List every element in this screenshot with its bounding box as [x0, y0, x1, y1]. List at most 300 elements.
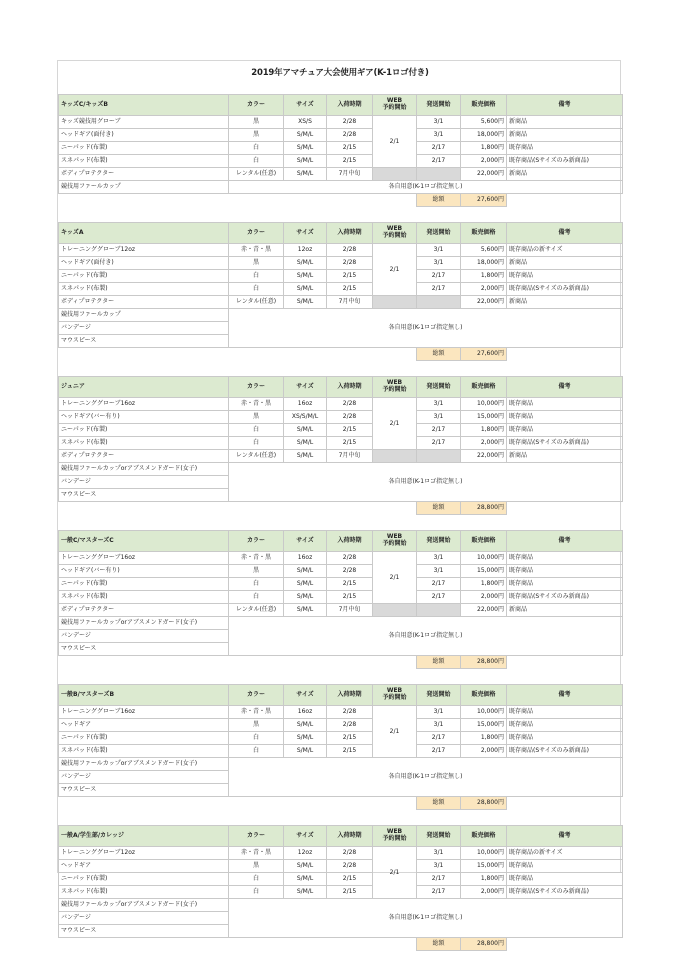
ship-cell — [417, 168, 461, 181]
item-name-cell: キッズ競技用グローブ — [59, 116, 229, 129]
ship-cell: 2/17 — [417, 886, 461, 899]
item-name-cell: トレーニンググローブ16oz — [59, 552, 229, 565]
ship-cell: 2/17 — [417, 142, 461, 155]
column-header-size: サイズ — [284, 685, 327, 706]
size-cell: S/M/L — [284, 283, 327, 296]
column-header-price: 販売価格 — [461, 223, 507, 244]
item-name-cell: マウスピース — [59, 643, 229, 656]
column-header-ship: 発送開始 — [417, 223, 461, 244]
note-cell: 既存商品 — [507, 424, 623, 437]
item-name-cell: 競技用ファールカップorアブスメンドガード(女子) — [59, 899, 229, 912]
total-spacer — [507, 348, 623, 361]
arrival-cell: 2/28 — [327, 244, 373, 257]
item-name-cell: ニーパッド(布製) — [59, 873, 229, 886]
price-cell: 2,000円 — [461, 591, 507, 604]
color-cell: 白 — [229, 873, 284, 886]
item-name-cell: トレーニンググローブ16oz — [59, 398, 229, 411]
arrival-cell: 2/28 — [327, 116, 373, 129]
note-cell: 既存商品 — [507, 411, 623, 424]
item-name-cell: マウスピース — [59, 925, 229, 938]
column-header-web-start: WEB 予約開始 — [373, 826, 417, 847]
web-start-cell: 2/1 — [373, 398, 417, 450]
column-header-color: カラー — [229, 95, 284, 116]
color-cell: レンタル(任意) — [229, 604, 284, 617]
extras-row — [59, 617, 623, 630]
table-row — [59, 129, 623, 142]
table-header-row — [59, 377, 623, 398]
size-cell: XS/S/M/L — [284, 411, 327, 424]
total-spacer — [59, 194, 417, 207]
note-cell: 新商品 — [507, 450, 623, 463]
web-start-cell — [373, 450, 417, 463]
total-label: 総額 — [417, 502, 461, 515]
color-cell: 白 — [229, 283, 284, 296]
note-cell: 新商品 — [507, 296, 623, 309]
color-cell: 白 — [229, 745, 284, 758]
item-name-cell: スネパッド(布製) — [59, 886, 229, 899]
size-cell: S/M/L — [284, 565, 327, 578]
total-value: 28,800円 — [461, 797, 507, 810]
column-header-web-start: WEB 予約開始 — [373, 223, 417, 244]
size-cell: 12oz — [284, 847, 327, 860]
arrival-cell: 2/15 — [327, 873, 373, 886]
item-name-cell: ヘッドギア(バー有り) — [59, 411, 229, 424]
table-row — [59, 116, 623, 129]
column-header-ship: 発送開始 — [417, 826, 461, 847]
size-cell: S/M/L — [284, 142, 327, 155]
table-row — [59, 886, 623, 899]
gear-sections — [58, 94, 622, 951]
item-name-cell: トレーニンググローブ12oz — [59, 244, 229, 257]
arrival-cell: 2/15 — [327, 437, 373, 450]
column-header-note: 備考 — [507, 95, 623, 116]
ship-cell: 3/1 — [417, 847, 461, 860]
size-cell: S/M/L — [284, 578, 327, 591]
price-cell: 1,800円 — [461, 424, 507, 437]
color-cell: 黒 — [229, 565, 284, 578]
column-header-size: サイズ — [284, 377, 327, 398]
item-name-cell: ヘッドギア(バー有り) — [59, 565, 229, 578]
table-row — [59, 860, 623, 873]
extras-row — [59, 463, 623, 476]
color-cell: 白 — [229, 591, 284, 604]
table-header-row — [59, 223, 623, 244]
table-header-row — [59, 95, 623, 116]
note-cell: 既存商品(Sサイズのみ新商品) — [507, 155, 623, 168]
item-name-cell: マウスピース — [59, 784, 229, 797]
extras-row — [59, 309, 623, 322]
ship-cell: 2/17 — [417, 873, 461, 886]
item-name-cell: バンデージ — [59, 912, 229, 925]
gear-table — [58, 376, 623, 515]
table-row — [59, 873, 623, 886]
size-cell: S/M/L — [284, 168, 327, 181]
table-row — [59, 155, 623, 168]
extras-note: 各自用意(K-1ロゴ指定無し) — [229, 463, 623, 502]
column-header-color: カラー — [229, 377, 284, 398]
ship-cell: 3/1 — [417, 244, 461, 257]
arrival-cell: 2/28 — [327, 860, 373, 873]
item-name-cell: ニーパッド(布製) — [59, 142, 229, 155]
note-cell: 既存商品の新サイズ — [507, 847, 623, 860]
column-header-arrival: 入荷時期 — [327, 685, 373, 706]
total-spacer — [507, 656, 623, 669]
table-row — [59, 719, 623, 732]
extras-note: 各自用意(K-1ロゴ指定無し) — [229, 309, 623, 348]
size-cell: S/M/L — [284, 155, 327, 168]
extras-note: 各自用意(K-1ロゴ指定無し) — [229, 899, 623, 938]
note-cell: 既存商品 — [507, 860, 623, 873]
ship-cell: 2/17 — [417, 424, 461, 437]
note-cell: 新商品 — [507, 604, 623, 617]
item-name-cell: 競技用ファールカップ — [59, 181, 229, 194]
color-cell: 白 — [229, 155, 284, 168]
column-header-color: カラー — [229, 826, 284, 847]
note-cell: 既存商品 — [507, 398, 623, 411]
size-cell: XS/S — [284, 116, 327, 129]
section-name: 一般A/学生部/カレッジ — [59, 826, 229, 847]
size-cell: 12oz — [284, 244, 327, 257]
section-name: 一般C/マスターズC — [59, 531, 229, 552]
color-cell: 赤・青・黒 — [229, 398, 284, 411]
column-header-note: 備考 — [507, 223, 623, 244]
ship-cell: 3/1 — [417, 719, 461, 732]
table-row — [59, 142, 623, 155]
ship-cell: 2/17 — [417, 437, 461, 450]
column-header-note: 備考 — [507, 826, 623, 847]
total-label: 総額 — [417, 797, 461, 810]
extras-row — [59, 181, 623, 194]
price-cell: 15,000円 — [461, 719, 507, 732]
column-header-price: 販売価格 — [461, 826, 507, 847]
price-cell: 10,000円 — [461, 398, 507, 411]
spreadsheet-page — [57, 60, 621, 947]
ship-cell — [417, 296, 461, 309]
size-cell: S/M/L — [284, 437, 327, 450]
total-row — [59, 194, 623, 207]
gear-table — [58, 94, 623, 207]
total-spacer — [507, 938, 623, 951]
total-label: 総額 — [417, 348, 461, 361]
price-cell: 5,600円 — [461, 116, 507, 129]
item-name-cell: 競技用ファールカップorアブスメンドガード(女子) — [59, 617, 229, 630]
page-title: 2019年アマチュア大会使用ギア(K-1ロゴ付き) — [251, 68, 429, 78]
column-header-price: 販売価格 — [461, 531, 507, 552]
section-gap — [58, 669, 622, 684]
item-name-cell: マウスピース — [59, 335, 229, 348]
ship-cell: 3/1 — [417, 398, 461, 411]
table-row — [59, 706, 623, 719]
column-header-arrival: 入荷時期 — [327, 377, 373, 398]
price-cell: 2,000円 — [461, 155, 507, 168]
size-cell: S/M/L — [284, 732, 327, 745]
item-name-cell: ヘッドギア — [59, 860, 229, 873]
total-value: 28,800円 — [461, 656, 507, 669]
price-cell: 10,000円 — [461, 552, 507, 565]
ship-cell: 2/17 — [417, 155, 461, 168]
arrival-cell: 2/28 — [327, 257, 373, 270]
table-row — [59, 424, 623, 437]
arrival-cell: 2/28 — [327, 398, 373, 411]
size-cell: S/M/L — [284, 129, 327, 142]
item-name-cell: ボディプロテクター — [59, 296, 229, 309]
extras-note: 各自用意(K-1ロゴ指定無し) — [229, 617, 623, 656]
color-cell: レンタル(任意) — [229, 450, 284, 463]
price-cell: 15,000円 — [461, 411, 507, 424]
price-cell: 18,000円 — [461, 129, 507, 142]
size-cell: S/M/L — [284, 719, 327, 732]
arrival-cell: 2/15 — [327, 591, 373, 604]
color-cell: 黒 — [229, 860, 284, 873]
table-row — [59, 437, 623, 450]
web-start-cell: 2/1 — [373, 552, 417, 604]
color-cell: 黒 — [229, 411, 284, 424]
item-name-cell: バンデージ — [59, 630, 229, 643]
section-name: 一般B/マスターズB — [59, 685, 229, 706]
column-header-web-start: WEB 予約開始 — [373, 685, 417, 706]
table-row — [59, 283, 623, 296]
protector-row — [59, 168, 623, 181]
note-cell: 既存商品(Sサイズのみ新商品) — [507, 437, 623, 450]
ship-cell: 3/1 — [417, 116, 461, 129]
note-cell: 新商品 — [507, 116, 623, 129]
arrival-cell: 7月中旬 — [327, 450, 373, 463]
total-row — [59, 348, 623, 361]
item-name-cell: トレーニンググローブ12oz — [59, 847, 229, 860]
arrival-cell: 7月中旬 — [327, 604, 373, 617]
color-cell: 黒 — [229, 129, 284, 142]
size-cell: S/M/L — [284, 296, 327, 309]
price-cell: 1,800円 — [461, 732, 507, 745]
item-name-cell: ニーパッド(布製) — [59, 424, 229, 437]
note-cell: 既存商品(Sサイズのみ新商品) — [507, 886, 623, 899]
table-row — [59, 398, 623, 411]
ship-cell: 3/1 — [417, 257, 461, 270]
arrival-cell: 2/28 — [327, 706, 373, 719]
color-cell: 黒 — [229, 257, 284, 270]
column-header-note: 備考 — [507, 531, 623, 552]
table-header-row — [59, 826, 623, 847]
total-spacer — [507, 797, 623, 810]
arrival-cell: 2/28 — [327, 411, 373, 424]
total-spacer — [507, 194, 623, 207]
color-cell: レンタル(任意) — [229, 296, 284, 309]
ship-cell: 2/17 — [417, 270, 461, 283]
item-name-cell: 競技用ファールカップ — [59, 309, 229, 322]
web-start-cell: 2/1 — [373, 847, 417, 899]
item-name-cell: スネパッド(布製) — [59, 591, 229, 604]
color-cell: 白 — [229, 142, 284, 155]
column-header-price: 販売価格 — [461, 377, 507, 398]
total-row — [59, 502, 623, 515]
size-cell: S/M/L — [284, 450, 327, 463]
color-cell: 白 — [229, 578, 284, 591]
web-start-cell: 2/1 — [373, 116, 417, 168]
web-start-cell — [373, 296, 417, 309]
ship-cell: 3/1 — [417, 565, 461, 578]
table-row — [59, 591, 623, 604]
color-cell: 白 — [229, 424, 284, 437]
column-header-color: カラー — [229, 223, 284, 244]
gear-table — [58, 530, 623, 669]
arrival-cell: 2/15 — [327, 424, 373, 437]
column-header-color: カラー — [229, 685, 284, 706]
column-header-size: サイズ — [284, 223, 327, 244]
total-value: 28,800円 — [461, 938, 507, 951]
size-cell: S/M/L — [284, 873, 327, 886]
price-cell: 1,800円 — [461, 873, 507, 886]
section-name: キッズC/キッズB — [59, 95, 229, 116]
extras-note: 各自用意(K-1ロゴ指定無し) — [229, 181, 623, 194]
web-start-cell: 2/1 — [373, 244, 417, 296]
color-cell: レンタル(任意) — [229, 168, 284, 181]
column-header-price: 販売価格 — [461, 95, 507, 116]
note-cell: 既存商品 — [507, 270, 623, 283]
total-label: 総額 — [417, 938, 461, 951]
price-cell: 10,000円 — [461, 847, 507, 860]
column-header-note: 備考 — [507, 377, 623, 398]
total-spacer — [59, 938, 417, 951]
item-name-cell: ヘッドギア(面付き) — [59, 257, 229, 270]
item-name-cell: ニーパッド(布製) — [59, 270, 229, 283]
arrival-cell: 2/28 — [327, 129, 373, 142]
arrival-cell: 2/28 — [327, 552, 373, 565]
arrival-cell: 2/15 — [327, 155, 373, 168]
ship-cell: 2/17 — [417, 283, 461, 296]
total-spacer — [507, 502, 623, 515]
total-row — [59, 797, 623, 810]
ship-cell: 3/1 — [417, 860, 461, 873]
size-cell: S/M/L — [284, 886, 327, 899]
total-row — [59, 656, 623, 669]
protector-row — [59, 604, 623, 617]
item-name-cell: バンデージ — [59, 476, 229, 489]
section-gap — [58, 515, 622, 530]
item-name-cell: マウスピース — [59, 489, 229, 502]
price-cell: 2,000円 — [461, 283, 507, 296]
ship-cell: 3/1 — [417, 129, 461, 142]
note-cell: 新商品 — [507, 168, 623, 181]
size-cell: 16oz — [284, 552, 327, 565]
size-cell: S/M/L — [284, 591, 327, 604]
table-row — [59, 244, 623, 257]
arrival-cell: 2/28 — [327, 719, 373, 732]
total-spacer — [59, 656, 417, 669]
item-name-cell: ボディプロテクター — [59, 604, 229, 617]
arrival-cell: 2/15 — [327, 745, 373, 758]
total-spacer — [59, 502, 417, 515]
arrival-cell: 2/15 — [327, 886, 373, 899]
web-start-cell: 2/1 — [373, 706, 417, 758]
color-cell: 白 — [229, 886, 284, 899]
table-row — [59, 847, 623, 860]
column-header-arrival: 入荷時期 — [327, 95, 373, 116]
total-value: 28,800円 — [461, 502, 507, 515]
item-name-cell: トレーニンググローブ16oz — [59, 706, 229, 719]
arrival-cell: 2/15 — [327, 142, 373, 155]
table-header-row — [59, 685, 623, 706]
size-cell: S/M/L — [284, 257, 327, 270]
item-name-cell: 競技用ファールカップorアブスメンドガード(女子) — [59, 758, 229, 771]
note-cell: 既存商品(Sサイズのみ新商品) — [507, 745, 623, 758]
price-cell: 22,000円 — [461, 604, 507, 617]
note-cell: 既存商品 — [507, 565, 623, 578]
color-cell: 赤・青・黒 — [229, 244, 284, 257]
price-cell: 2,000円 — [461, 886, 507, 899]
total-label: 総額 — [417, 194, 461, 207]
ship-cell — [417, 604, 461, 617]
size-cell: 16oz — [284, 398, 327, 411]
note-cell: 既存商品 — [507, 578, 623, 591]
gear-table — [58, 825, 623, 951]
ship-cell: 2/17 — [417, 591, 461, 604]
arrival-cell: 2/15 — [327, 270, 373, 283]
column-header-price: 販売価格 — [461, 685, 507, 706]
arrival-cell: 7月中旬 — [327, 168, 373, 181]
arrival-cell: 2/28 — [327, 565, 373, 578]
price-cell: 2,000円 — [461, 437, 507, 450]
ship-cell: 3/1 — [417, 411, 461, 424]
arrival-cell: 2/15 — [327, 578, 373, 591]
protector-row — [59, 296, 623, 309]
arrival-cell: 2/28 — [327, 847, 373, 860]
note-cell: 既存商品 — [507, 719, 623, 732]
column-header-web-start: WEB 予約開始 — [373, 377, 417, 398]
item-name-cell: バンデージ — [59, 322, 229, 335]
price-cell: 2,000円 — [461, 745, 507, 758]
color-cell: 赤・青・黒 — [229, 552, 284, 565]
column-header-color: カラー — [229, 531, 284, 552]
note-cell: 既存商品 — [507, 552, 623, 565]
item-name-cell: 競技用ファールカップorアブスメンドガード(女子) — [59, 463, 229, 476]
item-name-cell: ニーパッド(布製) — [59, 732, 229, 745]
total-spacer — [59, 797, 417, 810]
gear-table — [58, 684, 623, 810]
size-cell: 16oz — [284, 706, 327, 719]
total-value: 27,600円 — [461, 348, 507, 361]
total-label: 総額 — [417, 656, 461, 669]
web-start-cell — [373, 168, 417, 181]
extras-row — [59, 899, 623, 912]
item-name-cell: ヘッドギア — [59, 719, 229, 732]
column-header-note: 備考 — [507, 685, 623, 706]
price-cell: 15,000円 — [461, 860, 507, 873]
item-name-cell: バンデージ — [59, 771, 229, 784]
arrival-cell: 2/15 — [327, 283, 373, 296]
color-cell: 白 — [229, 437, 284, 450]
price-cell: 18,000円 — [461, 257, 507, 270]
table-row — [59, 270, 623, 283]
size-cell: S/M/L — [284, 745, 327, 758]
price-cell: 5,600円 — [461, 244, 507, 257]
color-cell: 赤・青・黒 — [229, 847, 284, 860]
column-header-size: サイズ — [284, 531, 327, 552]
extras-note: 各自用意(K-1ロゴ指定無し) — [229, 758, 623, 797]
price-cell: 1,800円 — [461, 142, 507, 155]
total-spacer — [59, 348, 417, 361]
column-header-ship: 発送開始 — [417, 95, 461, 116]
ship-cell — [417, 450, 461, 463]
extras-row — [59, 758, 623, 771]
column-header-ship: 発送開始 — [417, 377, 461, 398]
ship-cell: 3/1 — [417, 706, 461, 719]
section-name: ジュニア — [59, 377, 229, 398]
table-row — [59, 257, 623, 270]
ship-cell: 2/17 — [417, 732, 461, 745]
price-cell: 10,000円 — [461, 706, 507, 719]
web-start-cell — [373, 604, 417, 617]
section-gap — [58, 810, 622, 825]
